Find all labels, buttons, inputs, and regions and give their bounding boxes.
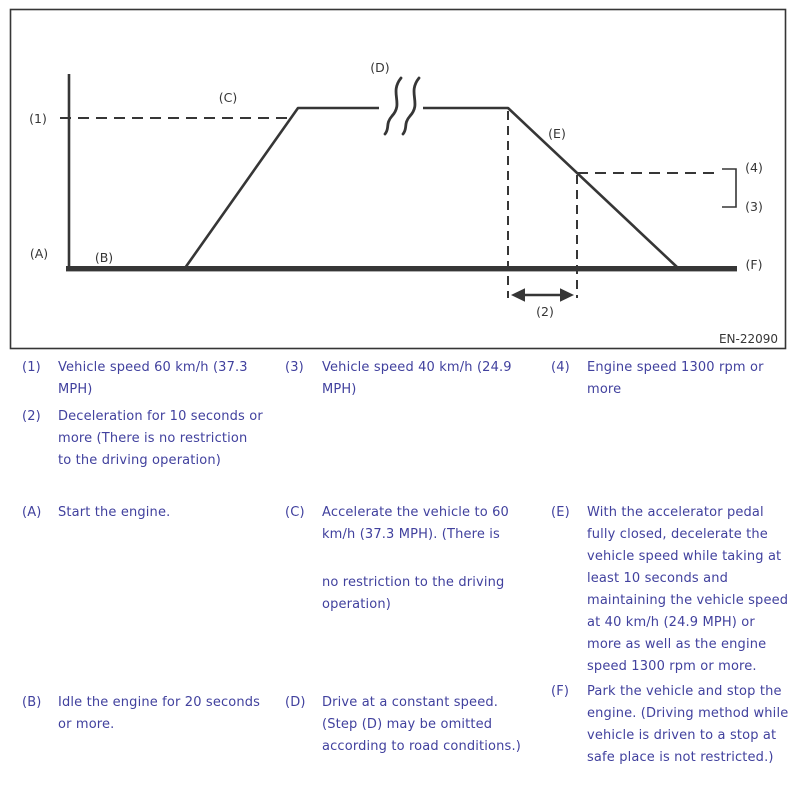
label-point-2: (2) [536, 304, 554, 319]
legend-marker: (E) [551, 505, 570, 520]
legend-item-4 [551, 357, 804, 401]
legend-line: least 10 seconds and [587, 571, 728, 586]
legend-line: or more. [58, 717, 115, 732]
legend-item-d [285, 692, 535, 758]
legend-item-3 [285, 357, 535, 401]
legend-line: speed 1300 rpm or more. [587, 659, 757, 674]
legend-text [58, 406, 272, 472]
legend-line: vehicle is driven to a stop at [587, 728, 777, 743]
time-baseline [66, 266, 737, 271]
legend-item-1 [22, 357, 272, 401]
legend-item-f [551, 681, 804, 769]
legend-line: MPH) [322, 382, 357, 397]
diagram-border [11, 10, 786, 349]
legend-item-c [285, 502, 535, 616]
legend-text [322, 357, 535, 401]
legend-line: more as well as the engine [587, 637, 767, 652]
speed-profile-diagram [0, 0, 804, 355]
legend-line: fully closed, decelerate the [587, 527, 768, 542]
legend-line: at 40 km/h (24.9 MPH) or [587, 615, 755, 630]
label-step-a: (A) [29, 246, 49, 261]
legend-line: vehicle speed while taking at [587, 549, 782, 564]
legend-text [322, 692, 535, 758]
legend-line: according to road conditions.) [322, 739, 521, 754]
legend-marker: (2) [22, 409, 41, 424]
label-point-3: (3) [745, 199, 763, 214]
legend-line [322, 546, 535, 572]
legend-line: Accelerate the vehicle to 60 [322, 505, 509, 520]
legend-marker: (3) [285, 360, 304, 375]
legend-line: MPH) [58, 382, 93, 397]
legend-marker: (1) [22, 360, 41, 375]
legend-line: operation) [322, 597, 391, 612]
label-step-e: (E) [548, 126, 566, 141]
legend-line: Vehicle speed 60 km/h (37.3 [58, 360, 248, 375]
legend-marker: (D) [285, 695, 306, 710]
figure-code: EN-22090 [718, 332, 778, 346]
legend-line: Engine speed 1300 rpm or [587, 360, 764, 375]
legend-text [587, 681, 804, 769]
legend-marker: (F) [551, 684, 570, 699]
legend-line: (Step (D) may be omitted [322, 717, 493, 732]
legend-line: Drive at a constant speed. [322, 695, 499, 710]
label-point-4: (4) [745, 160, 763, 175]
legend-line: With the accelerator pedal [587, 505, 764, 520]
legend-item-a [22, 502, 272, 524]
legend-text [58, 357, 272, 401]
legend-marker: (B) [22, 695, 42, 710]
legend-marker: (4) [551, 360, 570, 375]
legend-text [587, 357, 804, 401]
legend-line: Vehicle speed 40 km/h (24.9 [322, 360, 512, 375]
legend-line: more [587, 382, 622, 397]
legend-line: engine. (Driving method while [587, 706, 789, 721]
legend-line: Start the engine. [58, 505, 171, 520]
legend-text [58, 692, 272, 736]
label-point-1: (1) [29, 111, 47, 126]
legend-text [58, 502, 272, 524]
label-step-c: (C) [218, 90, 238, 105]
legend-line: Park the vehicle and stop the [587, 684, 782, 699]
label-step-f: (F) [745, 257, 763, 272]
legend-line: maintaining the vehicle speed [587, 593, 789, 608]
legend-line: km/h (37.3 MPH). (There is [322, 527, 500, 542]
legend-item-2 [22, 406, 272, 472]
legend-text [322, 502, 535, 616]
legend-line: to the driving operation) [58, 453, 222, 468]
label-step-d: (D) [370, 60, 390, 75]
legend-line: Deceleration for 10 seconds or [58, 409, 263, 424]
legend-line: no restriction to the driving [322, 575, 505, 590]
legend-marker: (A) [22, 505, 42, 520]
legend-item-e [551, 502, 804, 678]
legend-item-b [22, 692, 272, 736]
legend-marker: (C) [285, 505, 305, 520]
legend-text [587, 502, 804, 678]
label-step-b: (B) [94, 250, 114, 265]
legend-line: more (There is no restriction [58, 431, 248, 446]
legend-line: safe place is not restricted.) [587, 750, 774, 765]
legend-line: Idle the engine for 20 seconds [58, 695, 261, 710]
